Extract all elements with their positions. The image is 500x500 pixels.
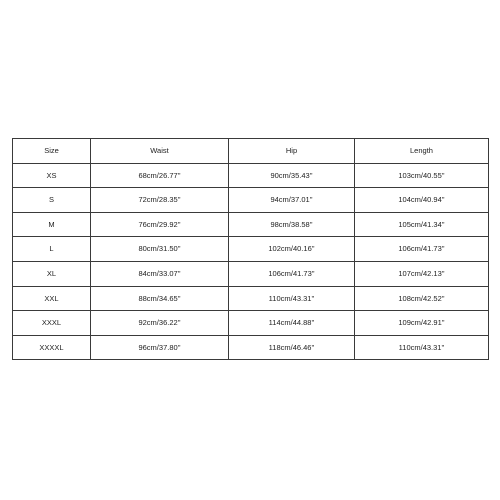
- cell-length: 110cm/43.31'': [355, 335, 489, 360]
- cell-waist: 88cm/34.65'': [91, 286, 229, 311]
- cell-hip: 110cm/43.31'': [229, 286, 355, 311]
- cell-hip: 90cm/35.43'': [229, 163, 355, 188]
- table-row: [13, 212, 489, 237]
- column-header-hip: Hip: [229, 139, 355, 164]
- cell-waist: 68cm/26.77'': [91, 163, 229, 188]
- cell-length: 108cm/42.52'': [355, 286, 489, 311]
- cell-hip: 106cm/41.73'': [229, 261, 355, 286]
- cell-size: S: [13, 188, 91, 213]
- table-row: [13, 286, 489, 311]
- size-chart-body: [13, 139, 489, 360]
- cell-size: XXL: [13, 286, 91, 311]
- cell-waist: 96cm/37.80'': [91, 335, 229, 360]
- cell-length: 104cm/40.94'': [355, 188, 489, 213]
- table-row: [13, 261, 489, 286]
- cell-length: 106cm/41.73'': [355, 237, 489, 262]
- column-header-length: Length: [355, 139, 489, 164]
- cell-size: M: [13, 212, 91, 237]
- table-row: [13, 237, 489, 262]
- cell-length: 103cm/40.55'': [355, 163, 489, 188]
- cell-size: XS: [13, 163, 91, 188]
- column-header-waist: Waist: [91, 139, 229, 164]
- cell-hip: 94cm/37.01'': [229, 188, 355, 213]
- cell-hip: 118cm/46.46'': [229, 335, 355, 360]
- cell-size: L: [13, 237, 91, 262]
- cell-waist: 80cm/31.50'': [91, 237, 229, 262]
- cell-size: XL: [13, 261, 91, 286]
- table-row: [13, 335, 489, 360]
- cell-length: 107cm/42.13'': [355, 261, 489, 286]
- cell-waist: 92cm/36.22'': [91, 311, 229, 336]
- cell-waist: 72cm/28.35'': [91, 188, 229, 213]
- table-row: [13, 311, 489, 336]
- cell-hip: 98cm/38.58'': [229, 212, 355, 237]
- table-header-row: [13, 139, 489, 164]
- table-row: [13, 163, 489, 188]
- cell-length: 109cm/42.91'': [355, 311, 489, 336]
- size-chart-table: [12, 138, 489, 360]
- cell-waist: 76cm/29.92'': [91, 212, 229, 237]
- cell-length: 105cm/41.34'': [355, 212, 489, 237]
- cell-hip: 114cm/44.88'': [229, 311, 355, 336]
- cell-waist: 84cm/33.07'': [91, 261, 229, 286]
- cell-size: XXXL: [13, 311, 91, 336]
- table-row: [13, 188, 489, 213]
- column-header-size: Size: [13, 139, 91, 164]
- cell-size: XXXXL: [13, 335, 91, 360]
- cell-hip: 102cm/40.16'': [229, 237, 355, 262]
